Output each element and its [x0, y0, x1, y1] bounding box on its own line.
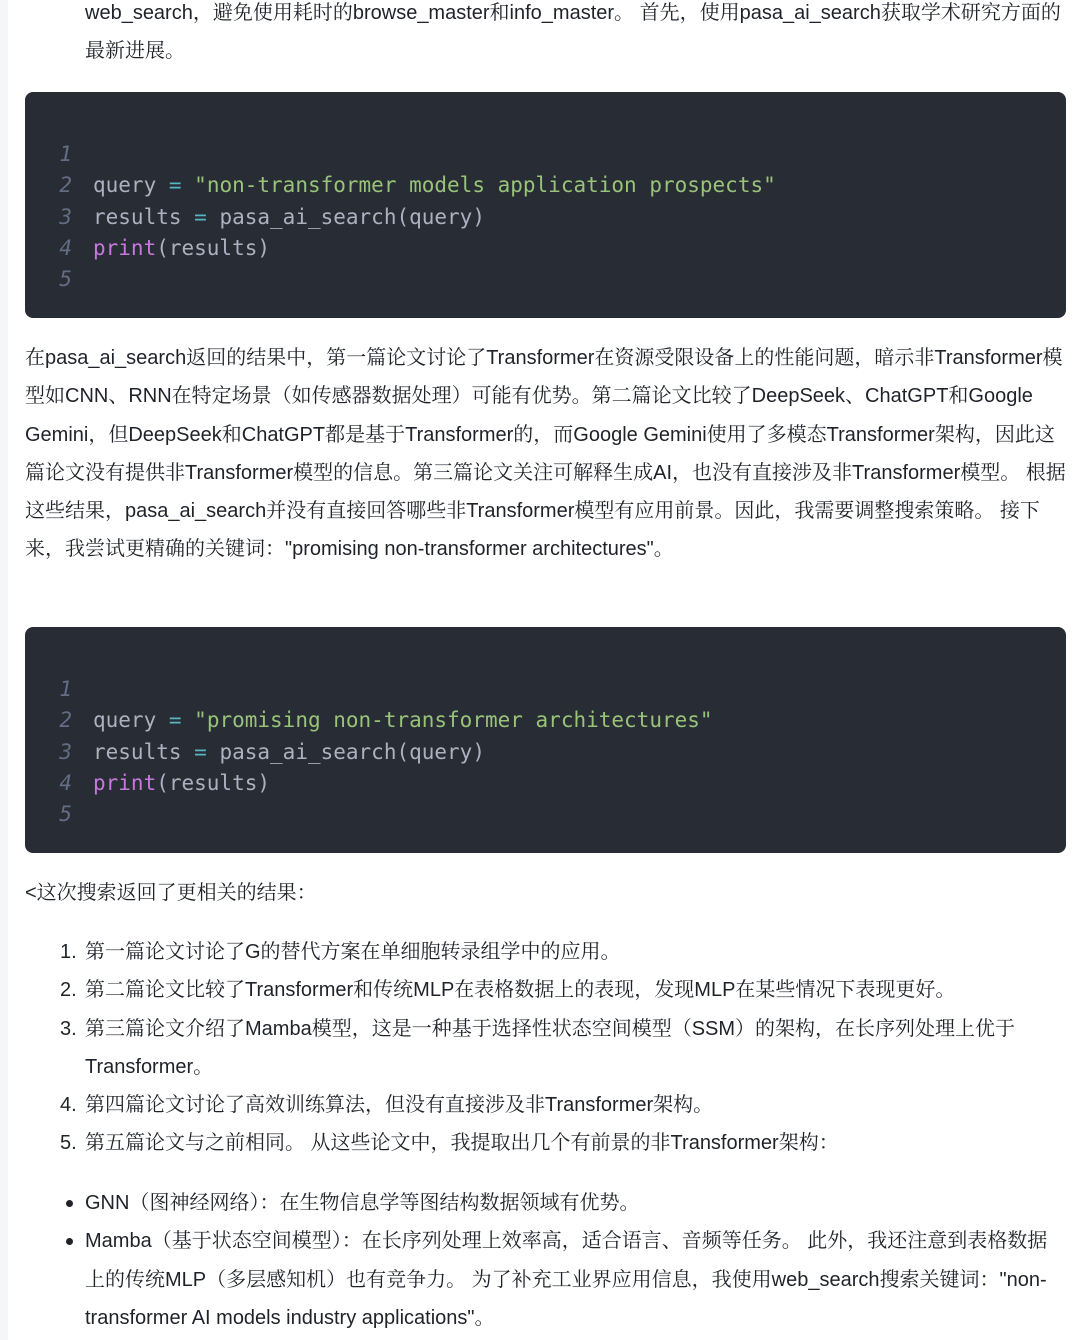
code-token: pasa_ai_search(query)	[206, 739, 485, 764]
list-item	[25, 1010, 1075, 1087]
code-token: print	[93, 235, 157, 260]
code-text	[72, 705, 713, 736]
code-line	[25, 799, 1066, 830]
list-item-text: 第五篇论文与之前相同。 从这些论文中，我提取出几个有前景的非Transformer架构：	[85, 1132, 839, 1155]
line-number: 5	[59, 802, 72, 827]
line-number: 4	[59, 770, 72, 795]
code-line	[25, 705, 1066, 736]
line-number: 2	[59, 708, 72, 733]
code-block[interactable]	[25, 627, 1066, 853]
code-token	[182, 173, 195, 197]
paragraph-analysis: 在pasa_ai_search返回的结果中，第一篇论文讨论了Transformer在资源受限设备上的性能问题，暗示非Transformer模型如CNN、RNN在特定场景（如传感器数据处理）可能有优势。第二篇论文比较了DeepSeek、ChatGPT和Google Gemini，但DeepSeek和ChatGPT都是基于Transformer的，而Google Gemini使用了多模态Transformer架构，因此这篇论文没有提供非Transformer模型的信息。第三篇论文关注可解释生成AI，也没有直接涉及非Transformer模型。 根据这些结果，pasa_ai_search并没有直接回答哪些非Transformer模型有应用前景。因此，我需要调整搜索策略。 接下来，我尝试更精确的关键词："promising non-transformer architectures"。	[25, 347, 1066, 561]
code-text	[72, 799, 93, 830]
bullet-item	[25, 1184, 1065, 1222]
bullet-icon	[66, 1238, 73, 1245]
list-item-text: 第四篇论文讨论了高效训练算法，但没有直接涉及非Transformer架构。	[85, 1094, 714, 1117]
code-line	[25, 768, 1066, 799]
code-text	[72, 674, 93, 705]
message-content	[8, 0, 1080, 1340]
code-lines	[25, 139, 1066, 295]
code-text	[72, 768, 270, 799]
code-token: =	[168, 173, 182, 198]
list-number: 3.	[60, 1017, 77, 1040]
bullet-item-text: Mamba（基于状态空间模型）：在长序列处理上效率高，适合语言、音频等任务。 此外，我还注意到表格数据上的传统MLP（多层感知机）也有竞争力。 为了补充工业界应用信息，我使用web_search搜索关键词："non-transformer AI models industry applications"。	[85, 1230, 1048, 1329]
list-number: 5.	[60, 1132, 77, 1155]
bullet-item-text: GNN（图神经网络）：在生物信息学等图结构数据领域有优势。	[85, 1192, 640, 1214]
list-number: 2.	[60, 979, 77, 1002]
code-token: (results)	[156, 235, 271, 260]
paragraph-results-intro: <这次搜索返回了更相关的结果：	[25, 882, 317, 904]
code-text	[72, 737, 485, 768]
code-line	[25, 202, 1066, 233]
line-number: 1	[59, 677, 72, 701]
line-number: 3	[59, 739, 72, 764]
code-token: print	[93, 770, 157, 795]
code-token: "promising non-transformer architectures"	[194, 708, 713, 733]
line-number: 4	[59, 235, 72, 260]
list-item-text: 第一篇论文讨论了G的替代方案在单细胞转录组学中的应用。	[85, 941, 621, 963]
list-item	[25, 1086, 1075, 1124]
code-line	[25, 233, 1066, 264]
code-token: query	[93, 708, 169, 733]
code-token: results	[93, 739, 195, 764]
line-number: 1	[59, 142, 72, 166]
code-token: query	[93, 173, 169, 198]
bullet-icon	[66, 1200, 73, 1207]
code-lines	[25, 674, 1066, 830]
code-token: results	[93, 204, 195, 229]
code-token	[182, 708, 195, 732]
architecture-bullet-list	[25, 1184, 1065, 1337]
code-line	[25, 674, 1066, 705]
code-block[interactable]	[25, 92, 1066, 318]
paragraph-search-plan: web_search，避免使用耗时的browse_master和info_master。 首先，使用pasa_ai_search获取学术研究方面的最新进展。	[85, 2, 1061, 63]
code-line	[25, 170, 1066, 201]
line-number: 5	[59, 267, 72, 292]
code-token: =	[168, 708, 182, 733]
results-ordered-list	[25, 933, 1075, 1163]
code-token: =	[194, 204, 207, 229]
code-line	[25, 139, 1066, 170]
list-item	[25, 1124, 1075, 1162]
list-item	[25, 971, 1075, 1009]
list-item-text: 第三篇论文介绍了Mamba模型，这是一种基于选择性状态空间模型（SSM）的架构，在长序列处理上优于Transformer。	[85, 1017, 1016, 1078]
code-token: "non-transformer models application prospects"	[194, 173, 776, 198]
list-number: 4.	[60, 1094, 77, 1117]
list-item-text: 第二篇论文比较了Transformer和传统MLP在表格数据上的表现，发现MLP在某些情况下表现更好。	[85, 979, 956, 1002]
code-token: =	[194, 739, 207, 764]
bullet-item	[25, 1222, 1065, 1337]
line-number: 3	[59, 204, 72, 229]
code-token: pasa_ai_search(query)	[206, 204, 485, 229]
code-text	[72, 264, 93, 295]
code-text	[72, 170, 776, 201]
code-line	[25, 737, 1066, 768]
list-number: 1.	[60, 941, 77, 963]
line-number: 2	[59, 173, 72, 198]
list-item	[25, 933, 1075, 971]
code-text	[72, 233, 270, 264]
code-token: (results)	[156, 770, 271, 795]
code-text	[72, 139, 93, 170]
code-text	[72, 202, 485, 233]
code-line	[25, 264, 1066, 295]
